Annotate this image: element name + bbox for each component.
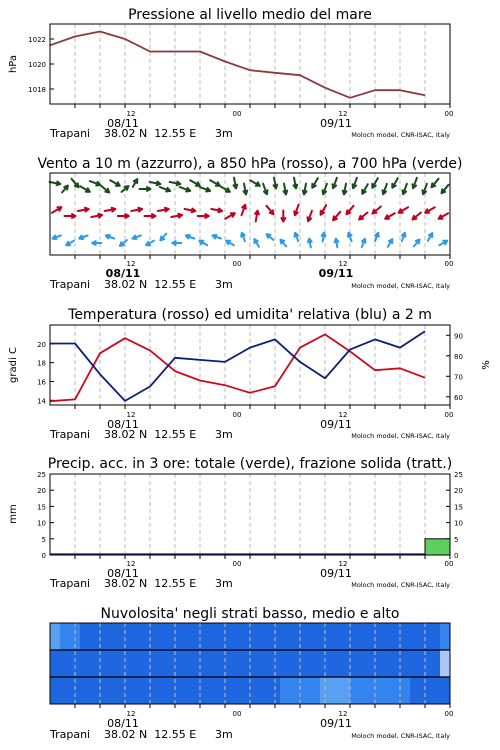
wind-arrow-700hpa (323, 184, 327, 194)
precip-xticks (75, 555, 450, 559)
time-label-00b: 00 (444, 710, 454, 718)
cloud-cell-medio (90, 650, 100, 677)
pressure-ylabel: hPa (8, 54, 19, 74)
time-label-00b: 00 (444, 560, 454, 568)
cloud-cell-alto (240, 623, 250, 650)
footer-credit: Moloch model, CNR-ISAC, Italy (351, 732, 450, 740)
temperature-title: Temperatura (rosso) ed umidita' relativa (blu) a 2 m (68, 307, 432, 323)
wind-arrow-10m (335, 239, 339, 248)
humidity-ylabel: % (481, 360, 492, 370)
cloud-title: Nuvolosita' negli strati basso, medio e alto (100, 606, 400, 622)
y2-tick-label: 25 (454, 471, 463, 479)
wind-arrow-10m (226, 241, 234, 246)
pressure-line (50, 32, 425, 98)
wind-arrow-700hpa (333, 178, 337, 188)
cloud-cell-alto (360, 623, 370, 650)
cloud-cell-alto (50, 623, 60, 650)
cloud-cell-medio (350, 650, 360, 677)
y2-tick-label: 70 (454, 373, 463, 382)
cloud-cell-alto (310, 623, 320, 650)
cloud-cell-medio (410, 650, 420, 677)
cloud-cell-alto (380, 623, 390, 650)
wind-arrow-10m (362, 239, 366, 247)
cloud-cell-basso (330, 677, 340, 704)
y2-tick-label: 15 (454, 503, 463, 512)
cloud-cell-basso (140, 677, 150, 704)
wind-arrow-700hpa (284, 184, 288, 195)
cloud-cell-medio (130, 650, 140, 677)
time-label-00a: 00 (232, 110, 242, 118)
wind-arrow-850hpa (131, 208, 142, 212)
wind-arrow-700hpa (62, 186, 68, 193)
wind-arrow-850hpa (225, 213, 235, 219)
cloud-cell-basso (230, 677, 240, 704)
cloud-cells (50, 623, 450, 704)
cloud-cell-alto (410, 623, 420, 650)
time-label-12a: 12 (126, 411, 136, 419)
cloud-cell-basso (250, 677, 260, 704)
cloud-cell-alto (140, 623, 150, 650)
wind-arrow-10m (199, 241, 207, 246)
wind-arrow-700hpa (274, 178, 278, 189)
wind-footer (49, 260, 453, 291)
wind-arrow-700hpa (244, 184, 248, 195)
precip-footer (49, 560, 453, 590)
wind-arrow-10m (439, 241, 447, 246)
time-label-12b: 12 (338, 560, 348, 568)
wind-arrow-700hpa (160, 187, 170, 191)
time-label-12b: 12 (338, 411, 348, 419)
date-label-1: 08/11 (105, 267, 141, 280)
cloud-cell-basso (200, 677, 210, 704)
cloud-cell-basso (400, 677, 410, 704)
cloud-cell-medio (190, 650, 200, 677)
date-label-2: 09/11 (318, 267, 354, 280)
footer-credit: Moloch model, CNR-ISAC, Italy (351, 581, 450, 589)
wind-arrow-700hpa (170, 182, 181, 186)
time-label-12a: 12 (126, 560, 136, 568)
cloud-cell-medio (140, 650, 150, 677)
cloud-cell-medio (230, 650, 240, 677)
cloud-cell-basso (260, 677, 270, 704)
wind-arrow-10m (66, 241, 74, 246)
cloud-cell-alto (110, 623, 120, 650)
y-tick-label: 25 (37, 471, 46, 479)
cloud-cell-basso (60, 677, 70, 704)
cloud-cell-medio (290, 650, 300, 677)
wind-arrow-700hpa (180, 187, 190, 191)
date-label-1: 08/11 (107, 567, 139, 580)
wind-arrow-10m (132, 236, 141, 240)
footer-coords: 38.02 N 12.55 E (104, 278, 197, 291)
cloud-cell-basso (110, 677, 120, 704)
cloud-cell-alto (340, 623, 350, 650)
wind-arrow-850hpa (78, 208, 89, 212)
wind-arrow-700hpa (413, 178, 417, 188)
cloud-cell-medio (380, 650, 390, 677)
y-tick-label: 1022 (28, 36, 46, 44)
wind-arrow-700hpa (403, 184, 407, 194)
wind-arrow-10m (241, 233, 245, 241)
y2-tick-label: 20 (454, 487, 463, 496)
footer-location: Trapani (50, 577, 91, 590)
wind-arrow-10m (388, 239, 393, 247)
wind-arrow-700hpa (190, 180, 200, 186)
wind-arrow-850hpa (425, 207, 435, 213)
wind-arrow-10m (375, 233, 379, 241)
pressure-panel (8, 7, 453, 140)
wind-arrow-700hpa (140, 187, 151, 191)
wind-arrow-10m (414, 240, 420, 247)
precip-panel (8, 456, 463, 590)
temperature-ylabel: gradi C (8, 347, 19, 383)
wind-arrow-10m (52, 236, 61, 240)
y2-tick-label: 5 (454, 535, 459, 544)
cloud-cell-medio (100, 650, 110, 677)
precip-ylabel: mm (8, 504, 19, 524)
wind-xticks (75, 255, 450, 259)
cloud-cell-medio (50, 650, 60, 677)
wind-arrow-850hpa (105, 208, 116, 212)
temp-humidity-lines (50, 331, 425, 401)
time-label-12b: 12 (338, 710, 348, 718)
pressure-title: Pressione al livello medio del mare (128, 7, 372, 23)
cloud-cell-basso (380, 677, 390, 704)
y-tick-label: 0 (41, 552, 46, 560)
time-label-00b: 00 (444, 411, 454, 419)
wind-arrow-850hpa (118, 214, 129, 218)
wind-arrow-10m (106, 235, 114, 239)
wind-arrow-700hpa (353, 178, 357, 188)
wind-arrow-700hpa (133, 179, 138, 187)
cloud-cell-alto (390, 623, 400, 650)
cloud-cell-medio (390, 650, 400, 677)
wind-arrow-700hpa (423, 184, 427, 194)
y2-tick-label: 90 (454, 332, 463, 341)
cloud-cell-medio (280, 650, 290, 677)
cloud-cell-basso (340, 677, 350, 704)
wind-arrow-10m (160, 234, 166, 241)
cloud-cell-alto (430, 623, 440, 650)
wind-arrow-850hpa (385, 213, 395, 219)
wind-arrow-10m (212, 235, 221, 239)
y-tick-label: 18 (37, 359, 46, 368)
precip-title: Precip. acc. in 3 ore: totale (verde), frazione solida (tratt.) (47, 456, 453, 472)
footer-location: Trapani (50, 728, 91, 741)
cloud-cell-medio (110, 650, 120, 677)
date-label-2: 09/11 (320, 117, 352, 130)
wind-arrow-700hpa (101, 186, 109, 193)
wind-arrow-850hpa (255, 211, 259, 222)
footer-location: Trapani (50, 278, 91, 291)
cloud-cell-basso (160, 677, 170, 704)
wind-arrow-10m (79, 236, 88, 240)
cloud-cell-medio (60, 650, 70, 677)
cloud-xticks (75, 704, 450, 708)
temperature-panel (8, 307, 492, 441)
cloud-cell-medio (240, 650, 250, 677)
cloud-cell-alto (350, 623, 360, 650)
wind-arrow-700hpa (383, 184, 387, 194)
wind-arrow-850hpa (373, 207, 381, 214)
humidity-yticks (446, 332, 463, 402)
cloud-cell-basso (180, 677, 190, 704)
pressure-frame (50, 24, 450, 104)
wind-arrow-10m (428, 233, 433, 241)
temperature-yticks (37, 341, 54, 405)
wind-arrow-850hpa (359, 213, 367, 220)
wind-arrow-850hpa (294, 205, 298, 215)
cloud-cell-alto (100, 623, 110, 650)
y-tick-label: 20 (37, 487, 46, 496)
wind-arrow-10m (402, 233, 406, 241)
precip-bar (425, 539, 450, 555)
precip-grid (75, 474, 425, 555)
cloud-cell-alto (90, 623, 100, 650)
cloud-cell-medio (330, 650, 340, 677)
time-label-12a: 12 (126, 710, 136, 718)
wind-arrow-10m (322, 233, 326, 242)
wind-arrow-850hpa (308, 211, 312, 221)
wind-arrow-700hpa (150, 182, 161, 186)
y-tick-label: 16 (37, 378, 46, 387)
wind-arrow-700hpa (442, 185, 449, 193)
cloud-cell-medio (430, 650, 440, 677)
cloud-cell-alto (160, 623, 170, 650)
footer-coords: 38.02 N 12.55 E (104, 428, 197, 441)
cloud-cell-basso (80, 677, 90, 704)
wind-arrow-700hpa (110, 180, 120, 186)
cloud-cell-basso (90, 677, 100, 704)
cloud-cell-basso (280, 677, 290, 704)
footer-credit: Moloch model, CNR-ISAC, Italy (351, 282, 450, 290)
wind-arrow-850hpa (439, 213, 449, 219)
footer-coords: 38.02 N 12.55 E (104, 728, 197, 741)
time-label-00a: 00 (232, 260, 242, 268)
cloud-cell-alto (290, 623, 300, 650)
wind-arrow-10m (186, 235, 194, 239)
cloud-cell-medio (250, 650, 260, 677)
wind-panel (37, 156, 462, 291)
cloud-cell-basso (440, 677, 450, 704)
wind-arrow-850hpa (347, 206, 354, 214)
cloud-cell-alto (190, 623, 200, 650)
pressure-grid (75, 24, 425, 104)
cloud-cell-basso (290, 677, 300, 704)
pressure-line-group (50, 32, 425, 98)
cloud-cell-medio (310, 650, 320, 677)
date-label-2: 09/11 (320, 567, 352, 580)
time-label-12b: 12 (338, 110, 348, 118)
wind-arrow-10m (308, 239, 312, 248)
footer-coords: 38.02 N 12.55 E (104, 127, 197, 140)
wind-arrow-700hpa (122, 186, 129, 192)
date-label-2: 09/11 (320, 717, 352, 730)
wind-arrow-700hpa (263, 184, 267, 194)
cloud-cell-basso (150, 677, 160, 704)
cloud-cell-alto (130, 623, 140, 650)
footer-coords: 38.02 N 12.55 E (104, 577, 197, 590)
cloud-cell-medio (400, 650, 410, 677)
cloud-cell-medio (80, 650, 90, 677)
y-tick-label: 1018 (28, 86, 46, 94)
time-label-00a: 00 (232, 560, 242, 568)
wind-arrow-850hpa (65, 214, 76, 218)
cloud-footer (49, 710, 453, 741)
wind-arrow-700hpa (50, 182, 61, 186)
cloud-cell-alto (250, 623, 260, 650)
wind-arrow-850hpa (211, 209, 222, 213)
cloud-cell-basso (410, 677, 420, 704)
cloud-panel (49, 606, 453, 741)
wind-arrow-700hpa (392, 178, 398, 188)
cloud-cell-medio (360, 650, 370, 677)
wind-arrow-10m (254, 239, 259, 247)
wind-arrow-10m (295, 233, 299, 241)
footer-elevation: 3m (215, 278, 233, 291)
temperature-xticks (75, 405, 450, 409)
wind-arrow-850hpa (158, 208, 169, 212)
wind-arrow-700hpa (362, 184, 368, 194)
cloud-cell-basso (390, 677, 400, 704)
wind-arrow-850hpa (171, 214, 182, 218)
cloud-cell-medio (200, 650, 210, 677)
wind-arrow-10m (172, 241, 181, 245)
precip-frame (50, 474, 450, 555)
cloud-cell-basso (240, 677, 250, 704)
cloud-cell-medio (210, 650, 220, 677)
cloud-cell-basso (360, 677, 370, 704)
cloud-cell-basso (430, 677, 440, 704)
y-tick-label: 1020 (28, 61, 46, 69)
cloud-cell-basso (130, 677, 140, 704)
wind-arrow-700hpa (210, 180, 220, 186)
cloud-cell-medio (440, 650, 450, 677)
wind-arrow-700hpa (432, 179, 439, 187)
y2-tick-label: 10 (454, 519, 463, 528)
y-tick-label: 14 (37, 397, 46, 406)
time-label-00a: 00 (232, 710, 242, 718)
y2-tick-label: 80 (454, 352, 463, 361)
wind-arrow-700hpa (303, 184, 307, 195)
time-label-00b: 00 (444, 260, 454, 268)
cloud-cell-basso (310, 677, 320, 704)
y-tick-label: 10 (37, 519, 46, 528)
y2-tick-label: 60 (454, 393, 463, 402)
cloud-cell-alto (440, 623, 450, 650)
wind-title: Vento a 10 m (azzurro), a 850 hPa (rosso), a 700 hPa (verde) (37, 156, 463, 172)
cloud-cell-medio (300, 650, 310, 677)
wind-arrow-850hpa (267, 206, 274, 214)
wind-arrow-700hpa (250, 180, 260, 186)
wind-arrow-700hpa (200, 187, 210, 191)
cloud-cell-basso (100, 677, 110, 704)
wind-arrow-700hpa (234, 178, 238, 189)
footer-elevation: 3m (215, 127, 233, 140)
cloud-cell-alto (180, 623, 190, 650)
wind-arrow-700hpa (80, 186, 90, 192)
wind-arrow-850hpa (198, 214, 209, 218)
footer-elevation: 3m (215, 577, 233, 590)
cloud-cell-alto (400, 623, 410, 650)
time-label-12a: 12 (126, 110, 136, 118)
wind-arrow-850hpa (333, 212, 340, 220)
wind-arrow-850hpa (91, 214, 102, 218)
date-label-2: 09/11 (320, 418, 352, 431)
wind-arrow-850hpa (52, 207, 62, 213)
cloud-cell-alto (210, 623, 220, 650)
cloud-cell-basso (350, 677, 360, 704)
footer-credit: Moloch model, CNR-ISAC, Italy (351, 131, 450, 139)
cloud-cell-alto (150, 623, 160, 650)
time-label-00a: 00 (232, 411, 242, 419)
wind-arrow-700hpa (343, 184, 347, 195)
cloud-cell-alto (230, 623, 240, 650)
cloud-cell-medio (340, 650, 350, 677)
cloud-cell-basso (50, 677, 60, 704)
cloud-cell-alto (300, 623, 310, 650)
cloud-cell-medio (180, 650, 190, 677)
footer-location: Trapani (50, 127, 91, 140)
wind-arrow-10m (146, 241, 154, 246)
wind-arrow-850hpa (242, 205, 246, 215)
cloud-cell-alto (280, 623, 290, 650)
pressure-xticks (75, 104, 450, 108)
cloud-cell-medio (160, 650, 170, 677)
wind-arrow-850hpa (413, 213, 421, 220)
cloud-cell-basso (210, 677, 220, 704)
footer-elevation: 3m (215, 428, 233, 441)
temperature-line (50, 334, 425, 401)
cloud-cell-basso (190, 677, 200, 704)
temperature-footer (49, 411, 453, 441)
cloud-cell-basso (300, 677, 310, 704)
time-label-12a: 12 (126, 260, 136, 268)
cloud-cell-alto (80, 623, 90, 650)
footer-elevation: 3m (215, 728, 233, 741)
cloud-cell-alto (260, 623, 270, 650)
wind-arrow-700hpa (90, 181, 100, 185)
cloud-cell-medio (260, 650, 270, 677)
wind-arrow-700hpa (312, 178, 318, 188)
wind-arrow-700hpa (294, 178, 298, 189)
wind-arrow-10m (280, 240, 286, 247)
time-label-12b: 12 (338, 260, 348, 268)
cloud-cell-alto (200, 623, 210, 650)
cloud-cell-alto (330, 623, 340, 650)
wind-arrow-10m (267, 234, 274, 240)
date-label-1: 08/11 (107, 117, 139, 130)
wind-arrow-10m (120, 240, 127, 246)
pressure-footer (49, 110, 453, 140)
wind-arrows (50, 178, 449, 248)
footer-location: Trapani (50, 428, 91, 441)
y-tick-label: 15 (37, 503, 46, 512)
footer-credit: Moloch model, CNR-ISAC, Italy (351, 432, 450, 440)
wind-arrow-700hpa (372, 178, 378, 188)
date-label-1: 08/11 (107, 418, 139, 431)
y-tick-label: 5 (41, 535, 46, 544)
wind-arrow-850hpa (281, 211, 285, 222)
cloud-cell-medio (150, 650, 160, 677)
y-tick-label: 20 (37, 340, 46, 349)
cloud-cell-alto (60, 623, 70, 650)
y2-tick-label: 0 (454, 552, 459, 560)
time-label-00b: 00 (444, 110, 454, 118)
wind-arrow-850hpa (185, 209, 196, 213)
date-label-1: 08/11 (107, 717, 139, 730)
